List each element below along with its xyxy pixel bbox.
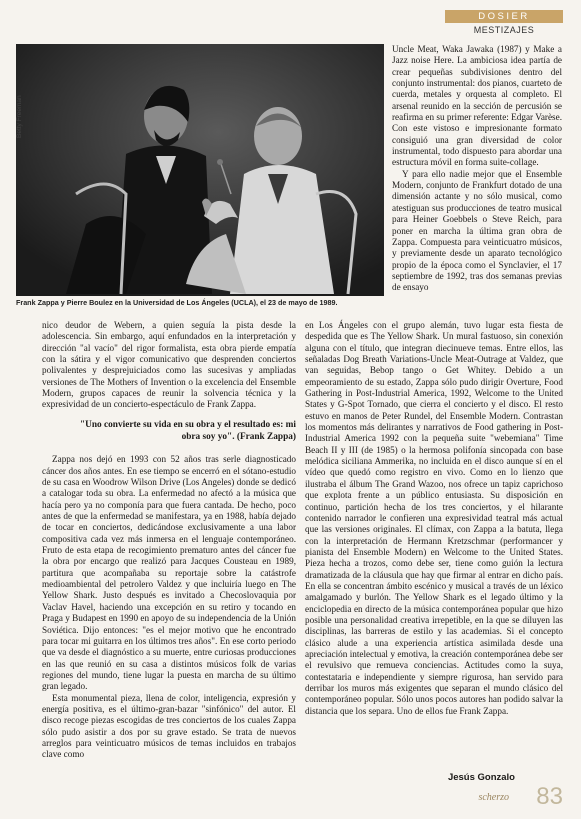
column-right-top bbox=[392, 44, 562, 294]
subsection-label: MESTIZAJES bbox=[473, 25, 535, 35]
paragraph: Y para ello nadie mejor que el Ensemble Modern, conjunto de Frankfurt dotado de una dimensión actante y no sólo musical, como atestiguan sus producciones de teatro musical para Heiner Goebbels o Steve Reich, para poner en marcha la última gran obra de Zappa. Compuesta para veinticuatro músicos, y previamente desde un aparato tecnológico propio de la época como el Synclavier, el 17 septiembre de 1992, tras dos semanas previas de ensayo bbox=[392, 168, 562, 293]
photo bbox=[16, 44, 384, 296]
column-left bbox=[42, 320, 296, 761]
author-signature: Jesús Gonzalo bbox=[447, 772, 515, 783]
page-number: 83 bbox=[536, 783, 563, 810]
column-right bbox=[305, 320, 563, 717]
paragraph: Esta monumental pieza, llena de color, inteligencia, expresión y energía positiva, es el último-gran-bazar "sinfónico" del autor. El disco recoge piezas escogidas de tres conciertos de los cuales Zappa sólo pudo asistir a dos por su grave estado. Se trata de nuevos arreglos para veinticuatro músicos de temas incluidos en trabajos clave como bbox=[42, 692, 296, 760]
paragraph: Zappa nos dejó en 1993 con 52 años tras serle diagnosticado cáncer dos años antes. En ese tiempo se encerró en el sótano-estudio de su casa en Woodrow Wilson Drive (Los Angeles) donde se dedicó a catalogar toda su obra. La enfermedad no afectó a la música que hacía pero ya no componía para que fuera cantada. De hecho, poco antes de que la enfermedad se manifestara, ya en 1988, había dejado de tocar en conciertos, dedicándose exclusivamente a una labor compositiva cada vez más inmersa en el lenguaje contemporáneo. Fruto de esta etapa de recogimiento prematuro antes del cáncer fue la obra por encargo que realizó para Jacques Cousteau en 1989, partitura que acompañaba su reportaje sobre la catástrofe medioambiental del petrolero Valdez y que incluiría luego en The Yellow Shark. Justo después es invitado a Checoslovaquia por Vaclav Havel, haciendo una excepción en su retiro y tocando en Praga y Budapest en 1990 en apoyo de su independencia de la Unión Soviética. Dijo entonces: "es el mejor motivo que he encontrado para tocar mi guitarra en los últimos tres años". En ese corto periodo que va desde el diagnóstico a su muerte, entre curiosas producciones en las que reunió en su casa a distintos músicos folk de varias regiones del mundo, tiene lugar la puesta en marcha de su último gran legado. bbox=[42, 454, 296, 692]
magazine-logo: scherzo bbox=[478, 792, 509, 803]
pull-quote: "Uno convierte su vida en su obra y el resultado es: mi obra soy yo". (Frank Zappa) bbox=[80, 419, 296, 442]
photo-credit: Betty Freeman bbox=[16, 95, 23, 138]
photo-illustration bbox=[16, 44, 384, 296]
photo-caption: Frank Zappa y Pierre Boulez en la Universidad de Los Ángeles (UCLA), el 23 de mayo de 1989. bbox=[16, 298, 338, 307]
paragraph: Uncle Meat, Waka Jawaka (1987) y Make a Jazz noise Here. La ambiciosa idea partía de crear pequeñas subdivisiones dentro del conjunto instrumental: dos pianos, cuarteto de cuerda, metales y orquesta al completo. El arsenal reunido en la sección de percusión se reafirma en su primer referente: Edgar Varèse. Con este vistoso e impresionante formato consiguió una gran diversidad de color instrumental, todo dispuesto para abordar una estructura móvil en forma suite-collage. bbox=[392, 44, 562, 168]
paragraph: nico deudor de Webern, a quien seguía la pista desde la adolescencia. Sin embargo, aquí enfundados en la interpretación y dirección "al vacío" del rigor formalista, esta obra pierde empatía con la sátira y el vigor comunicativo que desprenden conciertos polivalentes y desprejuiciados como las sucesivas y ampliadas versiones de The Mothers of Invention o la excelencia del Ensemble Modern, grupos capaces de reunir la solvencia técnica y la expresividad de un concierto-espectáculo de Frank Zappa. bbox=[42, 320, 296, 410]
paragraph: en Los Ángeles con el grupo alemán, tuvo lugar esta fiesta de despedida que es The Yellow Shark. Un mural fastuoso, sin conexión alguna con el título, que integran diecinueve temas. Entre ellos, las señaladas Dog Breath Variations-Uncle Meat-Outrage at Valdez, que van seguidas, Bebop tango o Get Whitey. Debido a un empeoramiento de su estado, Zappa sólo pudo dirigir Overture, Food Gathering in Post-Industrial America, 1992, Welcome to the United States y G-Spot Tornado, que cierra el concierto y el disco. El resto estuvo en manos de Peter Rundel, del Ensemble Modern. Contrastan los momentos más delirantes y narrativos de Food gathering in Post-Industrial America 1992 con la pequeña suite "webemiana" Time Beach II y III (de 1985) o la hermosa polifonía sincopada con base melódica siciliana Ammerika, no incluida en el disco aunque sí en el vídeo que quedó como registro en vivo. Como en lo lienzo que ilustraba el álbum The Grand Wazoo, nos ofrece un tapiz caprichoso que explota frente a un público entusiasta. Su disposición en continuo, partición hecha de los tres conciertos, y el hilarante contenido narrador le confieren una expresividad teatral más actual que las versiones originales. El clímax, con Zappa a la batuta, llega con la interpretación de Hermann Kretzschmar (performancer y pianista del Ensemble Modern) en Welcome to the United States. Pieza hecha a trozos, como debe ser, tiene como guión la lectura dramatizada de la cláusula que hay que firmar al entrar en dicho país. En ella se concentran ámbito escénico y musical a través de un léxico amalgamado y burlón. The Yellow Shark es el legado último y la enciclopedia en directo de la música contemporánea popular que hizo posible una personalidad creativa irrepetible, en la que se diluyen las disciplinas, las barreras de estilo y las academias. Si el concepto clásico alude a una experiencia artística asimilada desde una apreciación intelectual y emotiva, la creación contemporánea debe ser el revulsivo que remueva conciencias. Actitudes como la suya, contestataria e independiente y siempre rigurosa, han servido para derribar los muros más exigentes que separan el mundo clásico del contemporáneo popular. Sólo unos pocos autores han podido salvar la distancia que los separa. Uno de ellos fue Frank Zappa. bbox=[305, 320, 563, 716]
section-tab: DOSIER bbox=[445, 10, 563, 23]
